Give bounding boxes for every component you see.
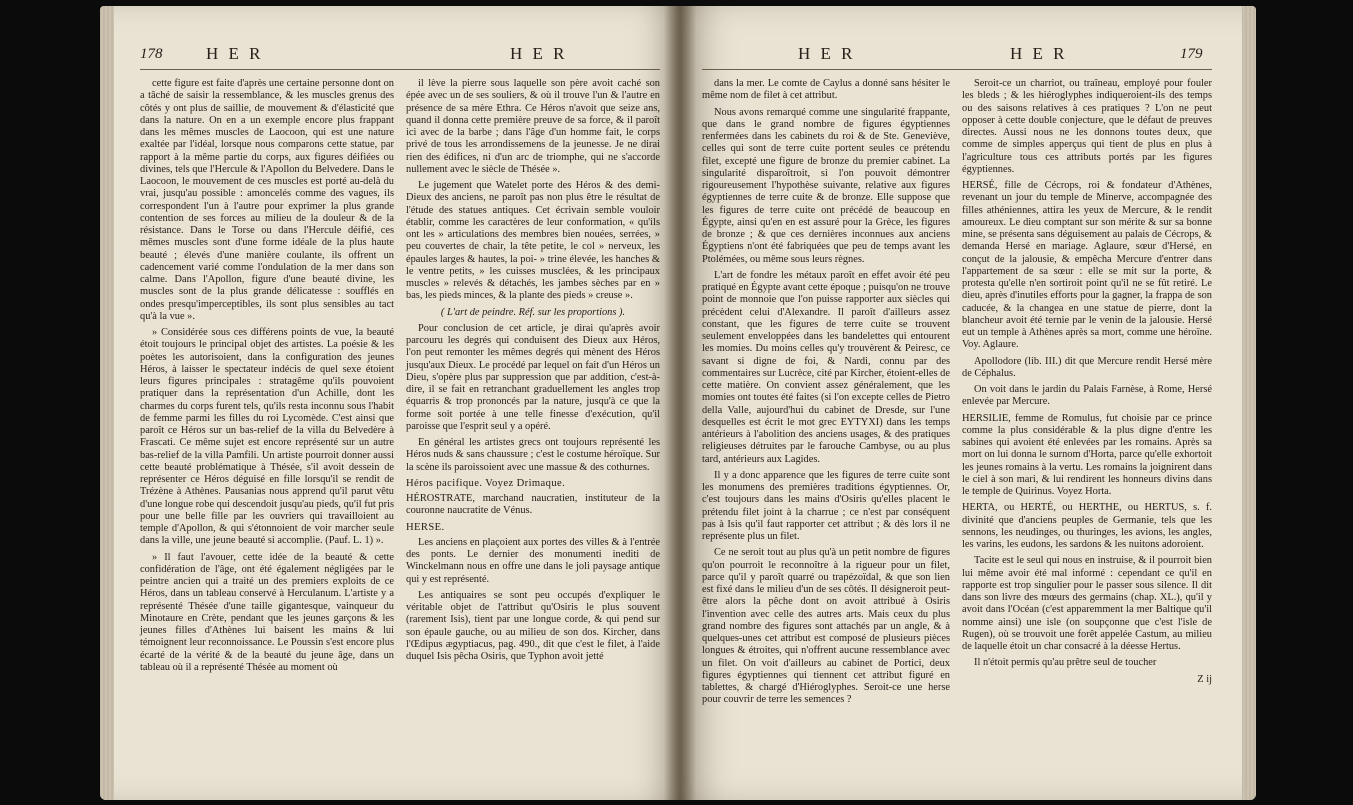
paragraph: il lève la pierre sous laquelle son père avoit caché son épée avec un de ses souliers, & où il trouve l'un & l'autre en présence de sa mère Ethra. Ce Héros n'avoit que seize ans, quand il donna cette première preuve de sa force, & il paroît ici avec de la barbe ; dans l'âge d'un homme fait, le corps privé de tous les arrondissemens de la jeunesse. Je ne dirai rien des édifices, ni d'un arc de triomphe, qui ne s'accorde nullement avec le siècle de Thésée ».: [406, 78, 660, 175]
right-page: [680, 6, 1256, 800]
page-number-right: 179: [1180, 46, 1203, 62]
entry-text: , marchand naucratien, instituteur de la couronne naucratite de Vénus.: [406, 493, 660, 517]
entry-heros-pacifique: Héros pacifique. Voyez Drimaque.: [406, 477, 566, 489]
running-head-left-b: H E R: [510, 44, 568, 63]
right-page-edge: [1242, 6, 1256, 800]
paragraph: » Il faut l'avouer, cette idée de la beauté & cette confidération de l'âge, ont été également négligées par le peintre ancien qui a traité un des premiers exploits de ce Héros, dans un tableau conservé à Herculanum. L'artiste y a représenté Thésée d'une taille gigantesque, vainqueur du Minotaure en Crète, pendant que les jeunes garçons & les jeunes filles d'Athènes lui baisent les mains & lui témoignent leur reconnoissance. Le Poussin s'est encore plus écarté de la vérité & de la beauté du jeune âge, dans un tableau où il a représenté Thésée au moment où: [140, 551, 394, 673]
right-column-1: [702, 78, 950, 711]
running-head-right-b: H E R: [1010, 44, 1068, 63]
paragraph: Ce ne seroit tout au plus qu'à un petit nombre de figures qu'on pourroit le reconnoître à la rigueur pour un filet, parce qu'il y paroît quarré ou trapézoïdal, & que son lien est fixé dans le milieu d'un de ses côtés. Il désigneroit peut-être alors la pêche dont on avoit attribué à Osiris l'invention avec celle des autres arts. Mais ceux du plus grand nombre des figures sont attachés par un angle, & à quelques-unes cet attribut est composé de plusieurs pièces longues & étroites, qui n'offrent aucune ressemblance avec un filet. On voit d'ailleurs au cabinet de Portici, deux figures égyptiennes qui tiennent cet attribut figuré en tablettes, & chargé d'Hiéroglyphes. Seroit-ce une herse pour couvrir de terre les semences ?: [702, 547, 950, 706]
signature-mark: Z ij: [1197, 673, 1212, 685]
paragraph: Apollodore (lib. III.) dit que Mercure rendit Hersé mère de Céphalus.: [962, 355, 1212, 379]
paragraph: Pour conclusion de cet article, je dirai qu'après avoir parcouru les degrés qui conduisent des Dieux aux Héros, l'on peut remonter les mêmes degrés qui mènent des Héros jusqu'aux Dieux. Le procédé par lequel on fait d'un Héros un Dieu, s'opère plus par suppression que par addition, c'est-à-dire, il se fait en retranchant graduellement les angles trop équarris & trop prononcés par la nature, jusqu'à ce que la forme soit portée à une telle finesse d'exécution, qu'il paroisse que l'esprit seul y a opéré.: [406, 322, 660, 432]
header-rule-left: [140, 69, 660, 70]
left-column-1: [140, 78, 394, 678]
paragraph: Il n'étoit permis qu'au prêtre seul de toucher: [974, 657, 1157, 669]
paragraph: Seroit-ce un charriot, ou traîneau, employé pour fouler les bleds ; & les hiéroglyphes indiqueroient-ils des temps ou des saisons relatives à ces pratiques ? L'on ne peut opposer à cette double conjecture, que le défaut de preuves directes. Aussi nous ne les donnons toutes deux, que comme de simples apperçus qui tient de plus en plus à l'agriculture tous ces attributs portés par les figures égyptiennes.: [962, 78, 1212, 175]
running-head-left-a: H E R: [206, 44, 264, 63]
paragraph: Les anciens en plaçoient aux portes des villes & à l'entrée des ponts. Le dernier des monumenti inediti de Winckelmann nous en offre une dans le joli paysage antique qui y est représenté.: [406, 536, 660, 585]
running-head-right-a: H E R: [798, 44, 856, 63]
paragraph: Nous avons remarqué comme une singularité frappante, que dans le grand nombre de figures égyptiennes renfermées dans les cabinets du roi & de Ste. Geneviève, celles qui sont de terre cuite portent seules ce prétendu filet, excepté une figure de bronze du premier cabinet. La singularité disparoîtroit, si l'on pouvoit démontrer rigoureusement l'hypothèse suivante, relative aux figures égyptiennes de terre cuite & de bronze. Elle suppose que les figures de terre cuite ont précédé de beaucoup en Égypte, ainsi qu'en en est assuré pour la Grèce, les figures de bronze ; & que ces dernières inconnues aux anciens Égyptiens n'ont été fabriquées que peu de temps avant les Ptolémées, ou même sous leurs règnes.: [702, 106, 950, 265]
citation: ( L'art de peindre. Réf. sur les proportions ).: [440, 306, 626, 318]
paragraph: » Considérée sous ces différens points de vue, la beauté étoit toujours le principal objet des artistes. La poésie & les poètes les autorisoient, dans la configuration des jeunes Héros, à laisser le spectateur indécis de quel sexe étoient leurs figures principales : stratagême qu'ils pouvoient pratiquer dans la représentation d'un Achille, dont les charmes du corps furent tels, qu'ils resta inconnu sous l'habit de femme parmi les filles du roi Lycomède. C'est ainsi que paroît ce Héros sur un bas-relief de la villa du Belvedère à Frascati. Ce même sujet est encore représenté sur un autre bas-relief de la villa Pamfili. Un artiste pourroit donner aussi cette beauté problématique à Thésée, s'il avoit dessein de représenter ce Héros déguisé en fille lorsqu'il se rendit de Trézène à Athènes. Pausanias nous apprend qu'il parut vêtu d'une longue robe qui descendoit jusqu'au pieds, qu'il fut pris pour une belle fille par les ouvriers qui travailloient au temple d'Apollon, & qui s'étonnoient de voir marcher seule dans la ville, une jeune beauté si accomplie. (Pauf. L. 1) ».: [140, 327, 394, 547]
left-page: [100, 6, 680, 800]
paragraph: L'art de fondre les métaux paroît en effet avoir été peu pratiqué en Égypte avant cette époque ; puisqu'on ne trouve point de monnoie que l'on puisse rapporter aux siècles qui précèdent celui d'Alexandre. Il paroît d'ailleurs assez constant, que les figures de terre cuite se trouvent seulement enveloppées dans les bandelettes qui entourent les momies. Du moins celles qu'y trouvèrent & Peiresc, ce savant si digne de foi, & Nardi, connu par des commentaires sur Lucrèce, cité par Kircher, étoient-elles de cette matière. On convient assez généralement, que les momies ont toutes été faites (si l'on excepte celles de Pietro della Valle, aujourd'hui du cabinet de Dresde, sur l'une desquelles est écrit le mot grec ΕΥΤΥΧΙ) dans les temps antérieurs à l'abolition des anciens usages, & des pratiques religieuses détruites par le farouche Cambyse, ou au plus tard, antérieurs aux Lagides.: [702, 269, 950, 465]
paragraph: Le jugement que Watelet porte des Héros & des demi-Dieux des anciens, ne paroît pas non plus être le résultat de l'étude des statues antiques. Cet écrivain semble vouloir établir, comme les caractères de leur conformation, « qu'ils ont les » articulations des membres bien nouées, serrées, » peu couvertes de chair, la tête petite, le col » nerveux, les épaules larges & hautes, la poi- » trine élevée, les hanches & le ventre petits, » les cuisses musclées, & les principaux muscles » relevés & détachés, les jambes sèches par en » bas, les pieds minces, & la plante des pieds » creuse ».: [406, 180, 660, 302]
paragraph: On voit dans le jardin du Palais Farnèse, à Rome, Hersé enlevée par Mercure.: [962, 384, 1212, 408]
page-number-left: 178: [140, 46, 163, 62]
entry-herse: HERSÉ, fille de Cécrops, roi & fondateur d'Athènes, revenant un jour du temple de Minerve, accompagnée des filles athéniennes, attira les yeux de Mercure, & le rendit amoureux. Le dieu comptant sur son mérite & sur sa bonne mine, se présenta sans déguisement au palais de Cécrops, & demanda Hersé en mariage. Aglaure, sœur d'Hersé, en conçut de la jalousie, & empêcha Mercure d'entrer dans l'appartement de sa sœur : elle se mit sur la porte, & protesta qu'elle n'en sortiroit point qu'il ne se fût retiré. Le dieu, après d'inutiles efforts pour la gagner, la frappa de son caducée, & la changea en une statue de pierre, dont la blancheur avoit été ternie par le venin de la jalousie. Hersé eut un temple à Athènes après sa mort, comme une héroïne. Voy. Aglaure.: [962, 180, 1212, 351]
paragraph: Il y a donc apparence que les figures de terre cuite sont les monumens des premières traditions égyptiennes. Or, c'est toujours dans les mains d'Osiris qu'elles placent le prétendu filet joint à la charrue ; ce n'est par conséquent pas à Isis qu'il faut rapporter cet attribut ; & dès lors il ne représente plus un filet.: [702, 469, 950, 542]
paragraph: dans la mer. Le comte de Caylus a donné sans hésiter le même nom de filet à cet attribut.: [702, 78, 950, 102]
right-column-2: [962, 78, 1212, 686]
paragraph: Tacite est le seul qui nous en instruise, & il pourroit bien lui même avoir été mal informé : cependant ce qu'il en rapporte est trop singulier pour le passer sous silence. Il dit dans son livre des mœurs des germains (chap. XL.), qu'il y avoit dans l'Océan (c'est apparemment la mer Baltique qu'il nomme ainsi) une isle (on soupçonne que c'est l'isle de Rugen), où se trouvoit une forêt appelée Castum, au milieu de laquelle étoit un char consacré à la déesse Hertus.: [962, 555, 1212, 652]
paragraph: cette figure est faite d'après une certaine personne dont on a tâché de saisir la ressemblance, & les muscles grenus des côtés y ont plus de saillie, de mouvement & d'élasticité que dans la nature. On en a un exemple encore plus frappant dans les mêmes muscles de Laocoon, qui est une nature exaltée par l'idéal, lorsque nous comparons cette statue, par rapport à la même partie du corps, aux figures déifiées ou divines, tels que l'Hercule & l'Apollon du Belvedere. Dans le Laocoon, le mouvement de ces muscles est porté au-delà du vrai, jusqu'au possible : amoncelés comme des vagues, ils correspondent l'un à l'autre pour exprimer la plus grande contention de ses forces au milieu de la douleur & de la résistance. Dans le Torse ou dans l'Hercule déifié, ces mêmes muscles sont d'une forme idéale de la plus haute beauté ; élevés d'une manière coulante, ils offrent un cadencement varié comme l'ondulation de la mer dans son calme. Dans l'Apollon, figure d'une beauté divine, les muscles sont de la plus grande délicatesse : soufflés en ondes presqu'imperceptibles, ils sont plus sensibles au tact qu'à la vue ».: [140, 78, 394, 322]
entry-hersilie: HERSILIE, femme de Romulus, fut choisie par ce prince comme la plus considérable & la plus digne d'entre les sabines qui avoient été enlevées par les romains. Après sa mort on lui donna le surnom d'Horta, parce qu'elle exhortoit les jeunes romains à la vertu. Les romains la joignirent dans le ciel à son mari, & lui rendirent les honneurs divins dans le temple de Quirinus. Voyez Horta.: [962, 412, 1212, 497]
entry-herta: HERTA, ou HERTÉ, ou HERTHE, ou HERTUS, s. f. divinité que d'anciens peuples de Germanie, tels que les sennons, les neudinges, ou thuringes, les avions, les angles, les varins, les eudons, les sardons & les nuitons adoroient.: [962, 502, 1212, 550]
entry-herostrate: [406, 493, 660, 518]
entry-title: HÉROSTRATE: [406, 493, 473, 504]
paragraph: Les antiquaires se sont peu occupés d'expliquer le véritable objet de l'attribut qu'Osiris le plus souvent (rarement Isis), tient par une longue corde, & qui pend sur son épaule gauche, ou au milieu de son dos. Kircher, dans l'Œdipus ægyptiacus, pag. 490., dit que c'est le filet, à l'aide duquel Isis pêcha Osiris, que Typhon avoit jetté: [406, 589, 660, 662]
entry-herse-title: HERSE.: [406, 521, 445, 533]
header-rule-right: [702, 69, 1212, 70]
book-gutter: [664, 6, 696, 800]
left-page-edge: [100, 6, 114, 800]
left-column-2: [406, 78, 660, 667]
paragraph: En général les artistes grecs ont toujours représenté les Héros nuds & sans chaussure ; c'est le costume héroïque. Sur la scène ils paroissoient avec une massue & des cothurnes.: [406, 437, 660, 473]
